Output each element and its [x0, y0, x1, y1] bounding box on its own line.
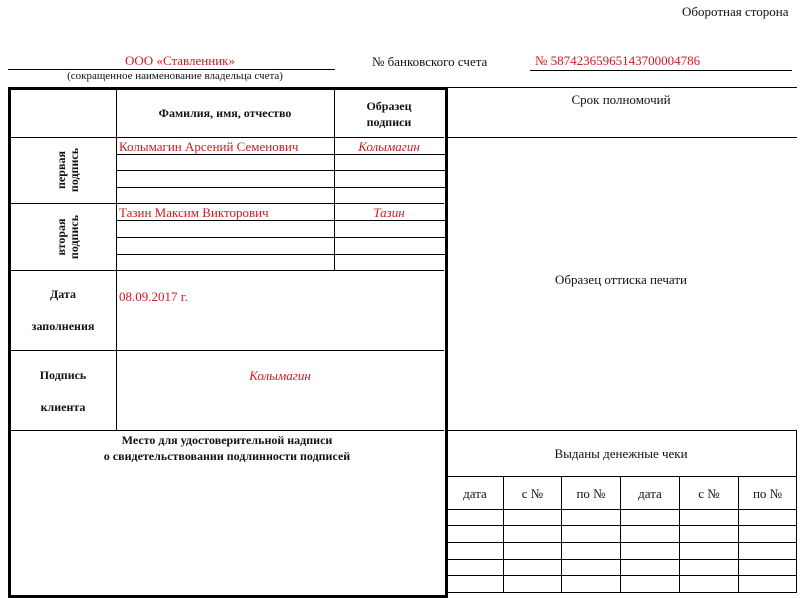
header-signature-sample-line2: подписи: [366, 115, 412, 129]
grid-line: [10, 203, 444, 204]
client-label-line2: клиента: [40, 400, 86, 414]
grid-line: [445, 509, 797, 510]
grid-line: [116, 187, 445, 188]
date-label-line2: заполнения: [31, 319, 95, 333]
fill-date-value: 08.09.2017 г.: [119, 289, 188, 304]
cheque-col-to: по №: [576, 486, 606, 501]
date-label-line1: Дата: [50, 287, 76, 301]
grid-line: [10, 270, 444, 271]
owner-caption: (сокращенное наименование владельца счета): [67, 70, 283, 82]
right-panel-divider: [445, 137, 797, 138]
notary-caption-line1: Место для удостоверительной надписи: [121, 433, 333, 447]
grid-line: [445, 542, 797, 543]
right-panel-top-border: [445, 87, 797, 88]
grid-line: [10, 430, 444, 431]
grid-line: [116, 170, 445, 171]
first-signature-label: [55, 140, 91, 200]
header-full-name: Фамилия, имя, отчество: [158, 106, 292, 120]
second-signature-label: [55, 207, 91, 267]
account-label: № банковского счета: [372, 54, 488, 69]
grid-line: [445, 592, 797, 593]
second-signatory-name: Тазин Максим Викторович: [119, 205, 269, 220]
notary-caption-line2: о свидетельствовании подлинности подписей: [103, 449, 351, 463]
cheque-col-date: дата: [463, 486, 487, 501]
grid-line: [116, 237, 445, 238]
account-number: № 58742365965143700004786: [535, 53, 701, 68]
first-signatory-signature: Колымагин: [358, 139, 420, 154]
page-side-label: Оборотная сторона: [682, 4, 789, 19]
cheque-col-from: с №: [521, 486, 544, 501]
grid-line: [10, 350, 444, 351]
header-signature-sample: [334, 98, 444, 130]
cheques-issued-label: Выданы денежные чеки: [554, 446, 688, 461]
cheque-col-to: по №: [752, 486, 783, 501]
header-signature-sample-line1: Образец: [366, 99, 412, 113]
first-signatory-name: Колымагин Арсений Семенович: [119, 139, 299, 154]
account-underline: [530, 70, 792, 71]
grid-line: [116, 254, 445, 255]
owner-name: ООО «Ставленник»: [125, 53, 235, 68]
grid-line: [445, 476, 797, 477]
grid-line: [10, 137, 444, 138]
grid-line: [445, 525, 797, 526]
grid-line: [445, 575, 797, 576]
notary-caption: [10, 432, 444, 464]
grid-line: [445, 559, 797, 560]
first-signature-label-line1: первая: [54, 151, 68, 189]
second-signatory-signature: Тазин: [373, 205, 405, 220]
term-of-authority-label: Срок полномочий: [571, 92, 671, 107]
second-signature-label-line1: вторая: [54, 218, 68, 256]
cheques-top-border: [445, 430, 797, 431]
stamp-sample-label: Образец оттиска печати: [555, 272, 687, 287]
cheque-col-date: дата: [638, 486, 662, 501]
second-signature-label-line2: подпись: [67, 214, 81, 260]
client-label-line1: Подпись: [39, 368, 87, 382]
cheque-col-from: с №: [698, 486, 720, 501]
first-signature-label-line2: подпись: [67, 147, 81, 193]
client-signature: Колымагин: [249, 368, 311, 383]
